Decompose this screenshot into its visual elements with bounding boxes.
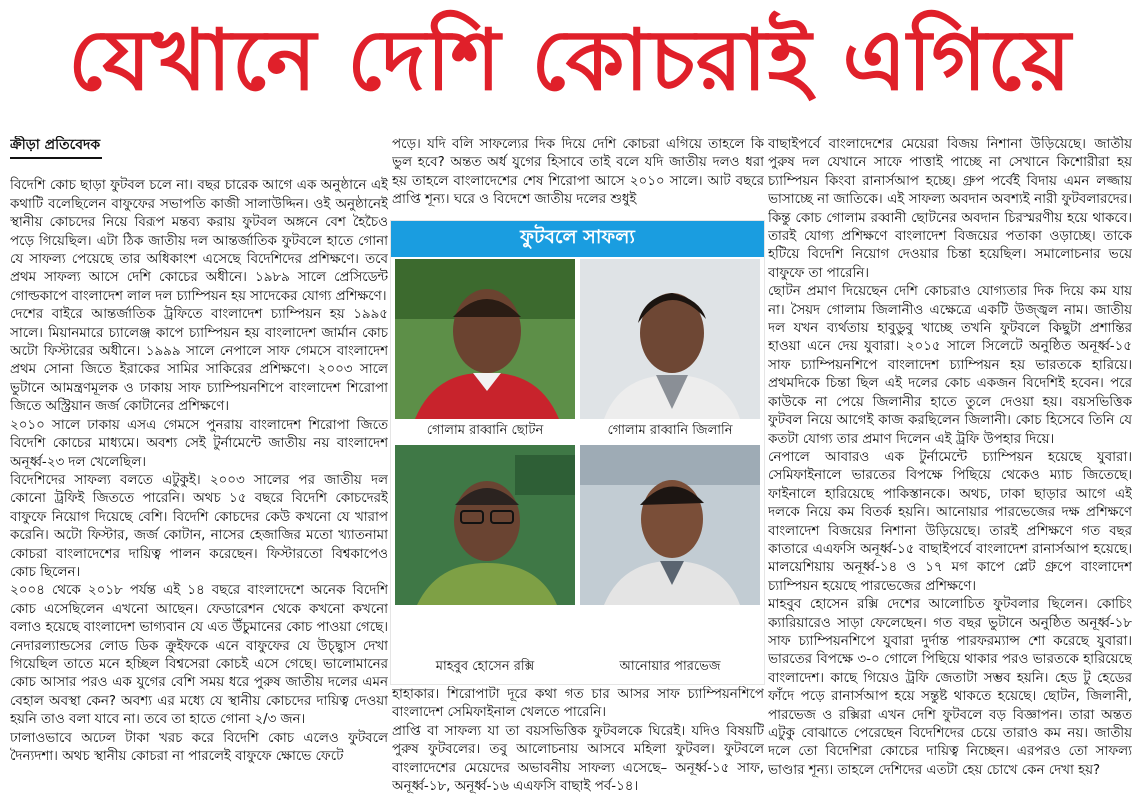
photo-caption: গোলাম রাব্বানি ছোটন [395,420,575,442]
photo-anowar-parvez [580,445,760,605]
photo-golam-rabbani-chhoton [395,259,575,419]
column-2-top [392,136,764,216]
paragraph: বিদেশি কোচ ছাড়া ফুটবল চলে না। বছর চারেক আগে এক অনুষ্ঠানে এই কথাটি বলেছিলেন বাফুফের সভাপতি কাজী সালাউদ্দিন। ওই অনুষ্ঠানেই স্থানীয় কোচদের নিয়ে বিরূপ মন্তব্য করায় ফুটবল অঙ্গনে বেশ হৈচৈও পড়ে গিয়েছিল। এটা ঠিক জাতীয় দল আন্তর্জাতিক ফুটবলে হাতে গোনা যে সাফল্য পেয়েছে তার অধিকাংশ এসেছে বিদেশিদের প্রশিক্ষণে। তবে প্রথম সাফল্য আসে দেশি কোচের অধীনে। ১৯৮৯ সালে প্রেসিডেন্ট গোল্ডকাপে বাংলাদেশ লাল দল চ্যাম্পিয়ন হয় সাদেকের যোগ্য প্রশিক্ষণে। [10,178,388,304]
photo-golam-rabbani-jilani [580,259,760,419]
byline: ক্রীড়া প্রতিবেদক [10,136,102,159]
paragraph: পড়ে। যদি বলি সাফল্যের দিক দিয়ে দেশি কোচরা এগিয়ে তাহলে কি ভুল হবে? অন্তত অর্ধ যুগের হিসাবে তাই বলে যদি জাতীয় দলও ধরা হয় তাহলে বাংলাদেশের শেষ শিরোপা আসে ২০১০ সালে। আট বছরে প্রাপ্তি শূন্য। ঘরে ও বিদেশে জাতীয় দলের শুধুই [392,137,764,208]
column-2-bottom [392,686,764,796]
paragraph: নেপালে আবারও এক টুর্নামেন্টে চ্যাম্পিয়ন হয়েছে যুবারা। সেমিফাইনালে ভারতের বিপক্ষে পিছিয়ে থেকেও ম্যাচ জিতেছে। ফাইনালে হারিয়েছে পাকিস্তানকে। অথচ, ঢাকা ছাড়ার আগে এই দলকে নিয়ে কম বিতর্ক হয়নি। আনোয়ার পারভেজের দক্ষ প্রশিক্ষণে বাংলাদেশ বিজয়ের নিশানা উড়িয়েছে। তারই প্রশিক্ষণে গত বছর কাতারে এএফসি অনূর্ধ্ব-১৫ বাছাইপর্বে বাংলাদেশ রানার্সআপ হয়েছে। মালয়েশিয়ায় অনূর্ধ্ব-১৪ ও ১৭ মগ কাপে প্লেট গ্রুপে বাংলাদেশ চ্যাম্পিয়ন হয়েছে পারভেজের প্রশিক্ষণে। [768,449,1132,594]
paragraph: ঢালাওভাবে অঢেল টাকা খরচ করে বিদেশি কোচ এলেও ফুটবলে দৈন্যদশা। অথচ স্থানীয় কোচরা না পারলেই বাফুফে ক্ষোভে ফেটে [10,730,388,764]
paragraph: মাহবুব হোসেন রক্সি দেশের আলোচিত ফুটবলার ছিলেন। কোচিং ক্যারিয়ারেও সাড়া ফেলেছেন। গত বছর ভুটানে অনুষ্ঠিত অনূর্ধ্ব-১৮ সাফ চ্যাম্পিয়নশিপে যুবারা দুর্দান্ত পারফরম্যান্স শো করেছে যুবারা। ভারতের বিপক্ষে ৩-০ গোলে পিছিয়ে থাকার পরও ভারতকে হারিয়েছে বাংলাদেশ। কাছে গিয়েও ট্রফি জেতাটা সম্ভব হয়নি। হেড টু হেডের ফাঁদে পড়ে রানার্সআপ হয়ে সন্তুষ্ট থাকতে হয়েছে। ছোটন, জিলানী, পারভেজ ও রক্সিরা এখন দেশি ফুটবলে বড় বিজ্ঞাপন। তারা অন্তত এটুকু বোঝাতে পেরেছেন বিদেশিদের চেয়ে তারাও কম নয়। জাতীয় দলে তো বিদেশিরা কোচের দায়িত্ব নিচ্ছেন। এরপরও তো সাফল্য ভাণ্ডার শূন্য। তাহলে দেশিদের এতটা হেয় চোখে কেন দেখা হয়? [768,597,1132,778]
photo-caption: আনোয়ার পারভেজ [580,656,760,678]
paragraph: বিদেশিদের সাফল্য বলতে এটুকুই। ২০০৩ সালের পর জাতীয় দল কোনো ট্রফিই জিততে পারেনি। অথচ ১৫ বছরে বিদেশি কোচদেরই বাফুফে নিয়োগ দিয়েছে বেশি। বিদেশি কোচদের কেউ কখনো যে খারাপ করেনি। অটো ফিস্টার, জর্জ কোটান, নাসের হেজাজির মতো খ্যাতনামা কোচরা বাংলাদেশের দায়িত্ব পালন করেছেন। ফিস্টারতো বিশ্বকাপেও কোচ ছিলেন। [10,472,388,580]
paragraph: ২০১০ সালে ঢাকায় এসএ গেমসে পুনরায় বাংলাদেশ শিরোপা জিতে বিদেশি কোচের মাধ্যমে। অবশ্য সেই টুর্নামেন্টে জাতীয় নয় বাংলাদেশ অনূর্ধ্ব-২৩ দল খেলেছিল। [10,417,388,470]
paragraph: ২০০৪ থেকে ২০১৮ পর্যন্ত এই ১৪ বছরে বাংলাদেশে অনেক বিদেশি কোচ এসেছিলেন এখনো আছেন। ফেডারেশন থেকে কখনো কখনো বলাও হয়েছে বাংলাদেশ ভাগ্যবান যে এত উঁচুমানের কোচ পাওয়া গেছে। নেদারল্যান্ডসের লোড ডিক ক্রুইফকে এনে বাফুফের যে উচ্ছ্বাস দেখা গিয়েছিল তাতে মনে হচ্ছিল বিশ্বসেরা কোচই এসে গেছে। ভালোমানের কোচ আসার পরও এক যুগের বেশি সময় ধরে পুরুষ জাতীয় দলের এমন বেহাল অবস্থা কেন? অবশ্য এর মধ্যে যে স্থানীয় কোচদের দায়িত্ব দেওয়া হয়নি তাও বলা যাবে না। তবে তা হাতে গোনা ২/৩ জন। [10,583,388,728]
paragraph: প্রাপ্তি বা সাফল্য যা তা বয়সভিত্তিক ফুটবলকে ঘিরেই। যদিও বিষয়টি পুরুষ ফুটবলের। তবু আলোচনায় আসবে মহিলা ফুটবল। ফুটবলে বাংলাদেশের মেয়েদের অভাবনীয় সাফল্য এসেছে– অনূর্ধ্ব-১৫ সাফ, অনূর্ধ্ব-১৮, অনূর্ধ্ব-১৬ এএফসি বাছাই পর্ব-১৪। [392,723,764,795]
photo-caption: মাহবুব হোসেন রক্সি [395,656,575,678]
paragraph: হাহাকার। শিরোপাটা দূরে কথা গত চার আসর সাফ চ্যাম্পিয়নশিপে বাংলাদেশ সেমিফাইনাল খেলতে পারেনি। [392,687,764,721]
column-1 [10,136,388,796]
photo-caption: গোলাম রাব্বানি জিলানি [580,420,760,442]
photo-box [390,220,765,685]
paragraph: দেশের বাইরে আন্তর্জাতিক ট্রফিতে বাংলাদেশ চ্যাম্পিয়ন হয় ১৯৯৫ সালে। মিয়ানমারে চ্যালেঞ্জ কাপে চ্যাম্পিয়ন হয় বাংলাদেশ জার্মান কোচ অটো ফিস্টারের অধীনে। ১৯৯৯ সালে নেপালে সাফ গেমসে বাংলাদেশ প্রথম সোনা জিতে ইরাকের সামির সাকিরের প্রশিক্ষণে। ২০০৩ সালে ভুটানে আমন্ত্রণমূলক ও ঢাকায় সাফ চ্যাম্পিয়নশিপে বাংলাদেশ শিরোপা জিতে অস্ট্রিয়ান জর্জ কোটানের প্রশিক্ষণে। [10,307,388,415]
paragraph: ছোটন প্রমাণ দিয়েছেন দেশি কোচরাও যোগ্যতার দিক দিয়ে কম যায় না। সৈয়দ গোলাম জিলানীও এক্ষেত্রে একটি উজ্জ্বল নাম। জাতীয় দল যখন ব্যর্থতায় হাবুডুবু খাচ্ছে তখনি ফুটবলে কিছুটা প্রশান্তির হাওয়া এনে দেয় যুবারা। ২০১৫ সালে সিলেটে অনুষ্ঠিত অনূর্ধ্ব-১৫ সাফ চ্যাম্পিয়নশিপে বাংলাদেশ চ্যাম্পিয়ন হয় ভারতকে হারিয়ে। প্রথমদিকে চিন্তা ছিল এই দলের কোচ একজন বিদেশিই হবেন। পরে কাউকে না পেয়ে জিলানীর হাতে তুলে দেওয়া হয়। বয়সভিত্তিক ফুটবল নিয়ে আগেই কাজ করছিলেন জিলানী। কোচ হিসেবে তিনি যে কতটা যোগ্য তার প্রমাণ দিলেন এই ট্রফি উপহার দিয়ে। [768,284,1132,447]
paragraph: বাছাইপর্বে বাংলাদেশের মেয়েরা বিজয় নিশানা উড়িয়েছে। জাতীয় পুরুষ দল যেখানে সাফে পাত্তাই পাচ্ছে না সেখানে কিশোরীরা হয় চ্যাম্পিয়ন কিংবা রানার্সআপ হচ্ছে। গ্রুপ পর্বেই বিদায় এমন লজ্জায় ভাসাচ্ছে না জাতিকে। এই সাফল্য অবদান অবশ্যই নারী ফুটবলারদের। কিন্তু কোচ গোলাম রব্বানী ছোটনের অবদান চিরস্মরণীয় হয়ে থাকবে। তারই যোগ্য প্রশিক্ষণে বাংলাদেশ বিজয়ের পতাকা ওড়াচ্ছে। তাকে হটিয়ে বিদেশি নিয়োগ দেওয়ার চিন্তা হয়েছিল। সমালোচনার ভয়ে বাফুফে তা পারেনি। [768,137,1132,281]
photo-box-title: ফুটবলে সাফল্য [391,221,764,257]
headline: যেখানে দেশি কোচরাই এগিয়ে [68,10,1072,109]
photo-mahbub-hossain-roksy [395,445,575,605]
column-3 [768,136,1132,796]
